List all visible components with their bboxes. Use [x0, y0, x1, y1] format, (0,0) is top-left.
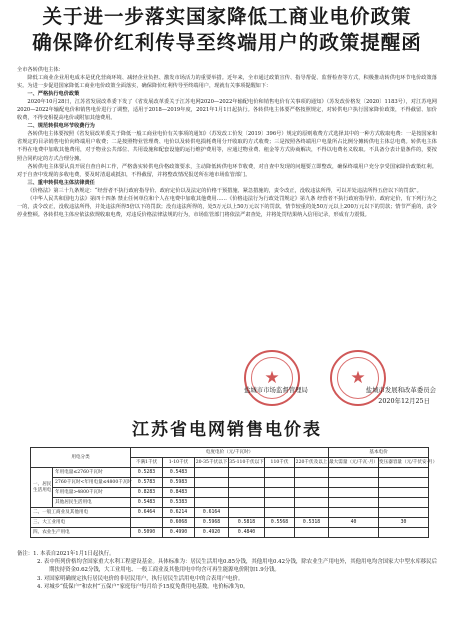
cell: 0.8283	[131, 488, 163, 498]
cell	[295, 468, 329, 478]
header-lt-1kv: 不满1千伏	[131, 458, 163, 468]
header-max-demand: 最大需量（元/千瓦·月）	[329, 458, 379, 468]
cell	[295, 508, 329, 518]
cell: 0.8483	[163, 488, 195, 498]
cell: 0.6068	[163, 518, 195, 528]
note-3: 3. 对国家明确规定执行居民电价的非居民用户，执行居民生活用电中的合表用户电价。	[37, 575, 244, 582]
cell: 0.6464	[131, 508, 163, 518]
cell: 0.5383	[163, 498, 195, 508]
intro-paragraph: 降低工商业企业用电成本是优化营商环境、减轻企业负担、激发市场活力的重要举措。近年来，全市通过政策宣传、指导帮促、监督检查等方式，积极推动转供电环节电价政策落实。为进一步促进国家降低工商业电价政策全面落实，确保降价红利传导至终端用户，现就有关事项提醒如下：	[17, 75, 437, 90]
signature-block	[240, 386, 440, 406]
header-220kv: 220千伏及以上	[295, 458, 329, 468]
header-20-35kv: 20-35千伏以下	[195, 458, 229, 468]
cell: 0.5983	[163, 478, 195, 488]
sign-date: 2020年12月25日	[378, 397, 430, 405]
group-residential: 一、居民生活用电	[31, 468, 53, 508]
cell: 0.4920	[195, 528, 229, 538]
cell	[329, 508, 379, 518]
cell	[131, 518, 163, 528]
header-basic-price: 基本电价	[329, 448, 429, 458]
cell	[265, 528, 295, 538]
cell	[229, 478, 265, 488]
cell: 0.5783	[131, 478, 163, 488]
price-table	[30, 447, 438, 538]
row-label: 年用电量≤2760千瓦时	[53, 468, 131, 478]
cell	[265, 508, 295, 518]
table-row	[31, 498, 429, 508]
cell: 0.5818	[229, 518, 265, 528]
cell	[265, 498, 295, 508]
cell: 0.5483	[131, 498, 163, 508]
header-transformer-capacity: 变压器容量（元/千伏安·月）	[379, 458, 429, 468]
signer-market-regulation: 盐城市市场监督管理局	[244, 386, 308, 394]
cell: 30	[379, 518, 429, 528]
header-1-10kv: 1-10千伏	[163, 458, 195, 468]
note-2: 2. 表中所列价格均含国家重大水利工程建设基金。具体标准为：居民生活用电0.85分钱，其他用电0.42分钱，除农业生产用电外，其他用电均含国家大中型水库移民后期扶持资金0.62分钱，大工业用电、一般工商业及其他用电中均含可再生能源电价附加1.9分钱。	[37, 559, 437, 574]
table-row	[31, 478, 429, 488]
cell	[329, 498, 379, 508]
cell: 0.5283	[131, 468, 163, 478]
signer-development-reform: 盐城市发展和改革委员会	[365, 386, 436, 394]
cell	[295, 488, 329, 498]
row-label: 年用电量>4800千瓦时	[53, 488, 131, 498]
header-35-110kv: 35-110千伏以下	[229, 458, 265, 468]
cell	[229, 508, 265, 518]
cell	[295, 478, 329, 488]
cell	[329, 488, 379, 498]
section-3-paragraph-2: 《中华人民共和国电力法》第四十四条 禁止任何单位和个人在电费中加收其他费用……《价格违法行为行政处罚规定》第九条 经营者不执行政府指导价、政府定价，有下列行为之一的，责令改正，没收违法所得，并处违法所得5倍以下的罚款；没有违法所得的，处5万元以上50万元以下的罚款，情节较重的处50万元以上200万元以下的罚款；情节严重的，责令停业整顿。各转供电主体应依法依规收取电费，对违反价格法律法规的行为，市场监管部门将依法严肃查处，并将处罚结果纳入信用记录，形成有力震慑。	[17, 195, 437, 218]
cell	[379, 508, 429, 518]
table-row	[31, 468, 429, 478]
header-energy-price: 电度电价（元/千瓦时）	[131, 448, 329, 458]
cell	[379, 468, 429, 478]
header-category: 用电分类	[31, 448, 131, 468]
cell: 40	[329, 518, 379, 528]
section-1-paragraph: 2020年10月28日，江苏省发展改革委下发了《省发展改革委关于江苏电网2020—2022年输配电价和销售电价有关事项的通知》（苏发改价格发〔2020〕1183号），对江苏电网2020—2022年输配电价和销售电价进行了调整，适用于2018—2019年度，2021年1月1日起执行。各转供电主体要严格按照规定，对转供电户执行国家降价政策，不得截留、加价收费，不得变相提高电价或附加其他费用。	[17, 99, 437, 122]
note-4: 4. 对城乡“低保户”和农村“五保户”家庭每户每月给予15度免费用电基数。电价标准为0。	[37, 583, 249, 590]
cell	[195, 498, 229, 508]
cell	[379, 488, 429, 498]
table-notes	[17, 550, 437, 591]
cell	[195, 488, 229, 498]
official-seal-market-regulation: ★	[244, 350, 300, 406]
cell: 0.5568	[265, 518, 295, 528]
cell	[229, 498, 265, 508]
row-label: 三、大工业用电	[31, 518, 131, 528]
cell	[295, 528, 329, 538]
salutation: 全市各转供电主体：	[17, 67, 64, 73]
cell: 0.4990	[163, 528, 195, 538]
section-2-heading: 二、规范转供电环节收费行为	[27, 123, 95, 130]
row-label: 四、农业生产用电	[31, 528, 131, 538]
cell	[229, 468, 265, 478]
table-row	[31, 528, 429, 538]
cell	[379, 478, 429, 488]
cell	[265, 488, 295, 498]
cell	[329, 468, 379, 478]
cell: 0.6214	[163, 508, 195, 518]
table-row	[31, 518, 429, 528]
header-110kv: 110千伏	[265, 458, 295, 468]
section-2-paragraph-1: 各转供电主体要按照《省发展改革委关于降低一般工商业电价有关事项的通知》（苏发改工价发〔2019〕396号）规定的原则收费方式选择其中的一种方式收取电费：一是按国家和省规定的目录销售电价向终端用户收费；二是按照物业管理费、电价以及转供电损耗费用分开收取的方式收费；三是按照各终端用户电量所占比例分摊转供电主体总电费。转供电主体不得在电费中加收其他费用，对于物业公共部位、共用设施和配套设施的运行维护费用等，应通过物业费、租金等方式协商解决，不得以电费名义收取。不具备分表计量条件的，要按照合同约定的方式合理分摊。	[17, 131, 437, 162]
cell	[295, 498, 329, 508]
cell: 0.4840	[229, 528, 265, 538]
letter-body	[17, 66, 437, 219]
section-3-heading: 三、重申转供电主体法律责任	[27, 179, 95, 186]
section-3-paragraph-1: 《价格法》第三十九条规定：“经营者不执行政府指导价、政府定价以及法定的价格干预措施、紧急措施的，责令改正，没收违法所得，可以并处违法所得五倍以下的罚款”。	[27, 187, 422, 194]
cell: 0.5318	[295, 518, 329, 528]
row-label: 二、一般工商业及其他用电	[31, 508, 131, 518]
cell	[195, 468, 229, 478]
section-1-heading: 一、严格执行电价政策	[27, 91, 80, 98]
cell	[379, 498, 429, 508]
section-2-paragraph-2: 各转供电主体要认真开展自查自纠工作，严格落实转供电价格政策要求，主动降低转供电环节收费，对自查中发现的问题要立即整改，确保终端用户充分享受国家降价政策红利。对于自查中发现的多收电费，要及时清退或抵扣，不得截留，并将整改情况报送所在地市场监管部门。	[17, 163, 437, 178]
row-label: 其他居民生活用电	[53, 498, 131, 508]
row-label: 2760千瓦时<年用电量≤4800千瓦时	[53, 478, 131, 488]
cell	[379, 528, 429, 538]
table-row	[31, 488, 429, 498]
cell: 0.5968	[195, 518, 229, 528]
cell	[229, 488, 265, 498]
price-table-title: 江苏省电网销售电价表	[132, 420, 322, 440]
cell	[265, 478, 295, 488]
cell: 0.6164	[195, 508, 229, 518]
cell	[265, 468, 295, 478]
note-1: 备注：1. 本表自2021年1月1日起执行。	[17, 551, 115, 557]
official-seal-development-reform: ★	[330, 350, 386, 406]
cell	[195, 478, 229, 488]
title-line-2: 确保降价红利传导至终端用户的政策提醒函	[32, 31, 422, 54]
cell	[329, 528, 379, 538]
title-line-1: 关于进一步落实国家降低工商业电价政策	[42, 5, 412, 28]
table-row	[31, 508, 429, 518]
cell	[329, 478, 379, 488]
cell: 0.5483	[163, 468, 195, 478]
cell: 0.5090	[131, 528, 163, 538]
